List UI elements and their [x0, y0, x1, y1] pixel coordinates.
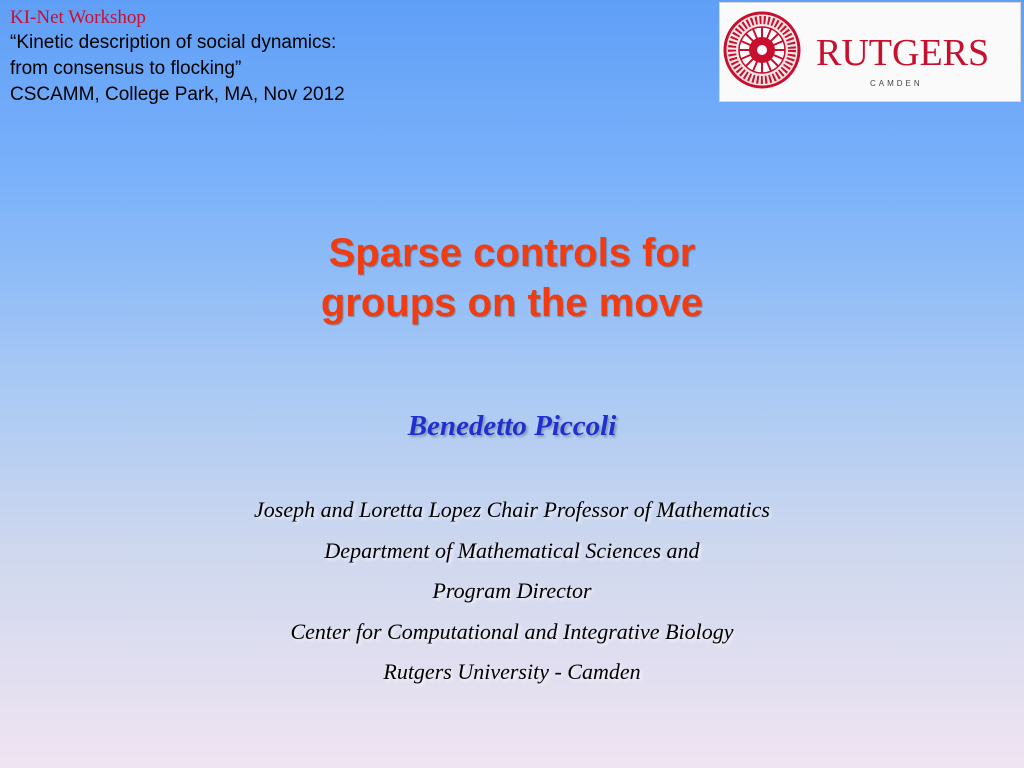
slide-title-line-1: Sparse controls for: [328, 231, 696, 275]
workshop-subtitle-line-1: “Kinetic description of social dynamics:: [10, 32, 337, 53]
affiliation-line-university: Rutgers University - Camden: [383, 659, 641, 684]
workshop-name: KI-Net Workshop: [10, 7, 146, 28]
rutgers-logo-graphic: [720, 3, 1020, 101]
rutgers-camden-logo: [719, 2, 1021, 102]
logo-campus: CAMDEN: [870, 79, 923, 88]
workshop-location-date: CSCAMM, College Park, MA, Nov 2012: [10, 84, 345, 105]
rutgers-seal-icon: [725, 13, 799, 87]
affiliation-line-center: Center for Computational and Integrative Biology: [290, 618, 734, 644]
workshop-subtitle-line-2: from consensus to flocking”: [10, 58, 242, 79]
slide-title-line-2: groups on the move: [320, 281, 704, 325]
affiliation-line-chair: Joseph and Loretta Lopez Chair Professor of Mathematics: [254, 497, 770, 522]
affiliation-block: [0, 490, 1024, 693]
logo-wordmark: RUTGERS: [816, 32, 990, 74]
slide-title: [0, 228, 1024, 328]
author-name: Benedetto Piccoli: [407, 410, 617, 442]
affiliation-line-department: Department of Mathematical Sciences and: [324, 537, 700, 563]
affiliation-line-role: Program Director: [432, 578, 592, 603]
event-header: [10, 6, 530, 108]
